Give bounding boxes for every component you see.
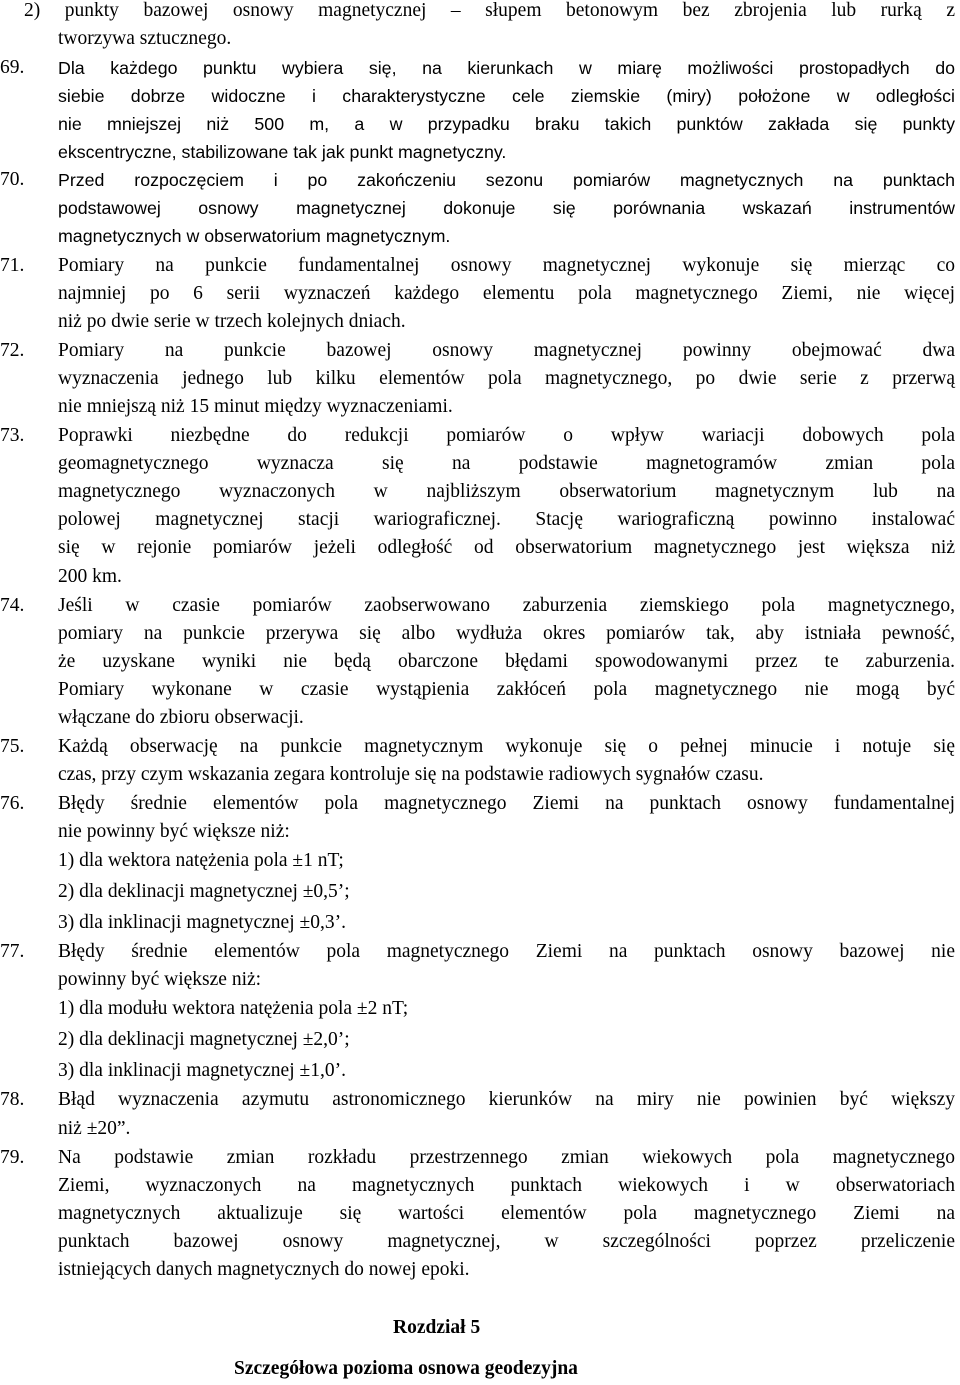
chapter-subtitle: Szczegółowa pozioma osnowa geodezyjna [234,1358,578,1379]
text-line: Błąd wyznaczenia azymutu astronomicznego kierunków na miry nie powinien być większy [58,1089,955,1110]
text-line: się w rejonie pomiarów jeżeli odległość od obserwatorium magnetycznego jest większa niż [58,537,955,558]
text-line: nie mniejszą niż 15 minut między wyznaczeniami. [58,396,453,417]
paragraph-number: 77. [0,941,25,962]
text-line: punktach bazowej osnowy magnetycznej, w szczególności poprzez przeliczenie [58,1231,955,1252]
text-line: Błędy średnie elementów pola magnetycznego Ziemi na punktach osnowy bazowej nie [58,941,955,962]
text-line: 2) dla deklinacji magnetycznej ±2,0’; [58,1029,350,1050]
text-line: polowej magnetycznej stacji wariograficznej. Stację wariograficzną powinno instalować [58,509,955,530]
text-line: 2) punkty bazowej osnowy magnetycznej – słupem betonowym bez zbrojenia lub rurką z [24,0,955,21]
text-line: nie powinny być większe niż: [58,821,290,842]
text-line: Dla każdego punktu wybiera się, na kierunkach w miarę możliwości prostopadłych do [58,58,955,78]
text-line: niż ±20”. [58,1118,131,1139]
text-line: pomiary na punkcie przerywa się albo wydłuża okres pomiarów tak, aby istniała pewność, [58,623,955,644]
paragraph-number: 78. [0,1089,25,1110]
paragraph-number: 73. [0,425,25,446]
text-line: 2) dla deklinacji magnetycznej ±0,5’; [58,881,350,902]
text-line: czas, przy czym wskazania zegara kontroluje się na podstawie radiowych sygnałów czasu. [58,764,764,785]
text-line: Pomiary wykonane w czasie wystąpienia zakłóceń pola magnetycznego nie mogą być [58,679,955,700]
paragraph-number: 74. [0,595,25,616]
text-line: 200 km. [58,566,122,587]
text-line: tworzywa sztucznego. [58,28,232,49]
text-line: Na podstawie zmian rozkładu przestrzennego zmian wiekowych pola magnetycznego [58,1147,955,1168]
text-line: 3) dla inklinacji magnetycznej ±0,3’. [58,912,346,933]
text-line: 3) dla inklinacji magnetycznej ±1,0’. [58,1060,346,1081]
text-line: Błędy średnie elementów pola magnetycznego Ziemi na punktach osnowy fundamentalnej [58,793,955,814]
text-line: podstawowej osnowy magnetycznej dokonuje się porównania wskazań instrumentów [58,198,955,218]
paragraph-number: 71. [0,255,25,276]
text-line: włączane do zbioru obserwacji. [58,707,304,728]
paragraph-number: 72. [0,340,25,361]
text-line: Pomiary na punkcie fundamentalnej osnowy magnetycznej wykonuje się mierząc co [58,255,955,276]
text-line: siebie dobrze widoczne i charakterystyczne cele ziemskie (miry) położone w odległości [58,86,955,106]
chapter-title: Rozdział 5 [393,1317,481,1338]
text-line: Poprawki niezbędne do redukcji pomiarów o wpływ wariacji dobowych pola [58,425,955,446]
text-line: 1) dla modułu wektora natężenia pola ±2 nT; [58,998,409,1019]
text-line: Ziemi, wyznaczonych na magnetycznych punktach wiekowych i w obserwatoriach [58,1175,955,1196]
text-line: Pomiary na punkcie bazowej osnowy magnetycznej powinny obejmować dwa [58,340,955,361]
text-line: Jeśli w czasie pomiarów zaobserwowano zaburzenia ziemskiego pola magnetycznego, [58,595,955,616]
text-line: powinny być większe niż: [58,969,262,990]
text-line: że uzyskane wyniki nie będą obarczone błędami spowodowanymi przez te zaburzenia. [58,651,955,672]
text-line: magnetycznych aktualizuje się wartości elementów pola magnetycznego Ziemi na [58,1203,955,1224]
text-line: niż po dwie serie w trzech kolejnych dniach. [58,311,406,332]
text-line: najmniej po 6 serii wyznaczeń każdego elementu pola magnetycznego Ziemi, nie więcej [58,283,955,304]
text-line: magnetycznych w obserwatorium magnetycznym. [58,226,451,246]
text-line: Przed rozpoczęciem i po zakończeniu sezonu pomiarów magnetycznych na punktach [58,170,955,190]
text-line: wyznaczenia jednego lub kilku elementów pola magnetycznego, po dwie serie z przerwą [58,368,955,389]
paragraph-number: 69. [0,57,25,78]
text-line: 1) dla wektora natężenia pola ±1 nT; [58,850,344,871]
paragraph-number: 79. [0,1147,25,1168]
text-line: nie mniejszej niż 500 m, a w przypadku braku takich punktów zakłada się punkty [58,114,955,134]
paragraph-number: 70. [0,169,25,190]
text-line: Każdą obserwację na punkcie magnetycznym wykonuje się o pełnej minucie i notuje się [58,736,955,757]
text-line: magnetycznego wyznaczonych w najbliższym obserwatorium magnetycznym lub na [58,481,955,502]
paragraph-number: 76. [0,793,25,814]
paragraph-number: 75. [0,736,25,757]
text-line: ekscentryczne, stabilizowane tak jak punkt magnetyczny. [58,142,507,162]
text-line: istniejących danych magnetycznych do nowej epoki. [58,1259,470,1280]
text-line: geomagnetycznego wyznacza się na podstawie magnetogramów zmian pola [58,453,955,474]
